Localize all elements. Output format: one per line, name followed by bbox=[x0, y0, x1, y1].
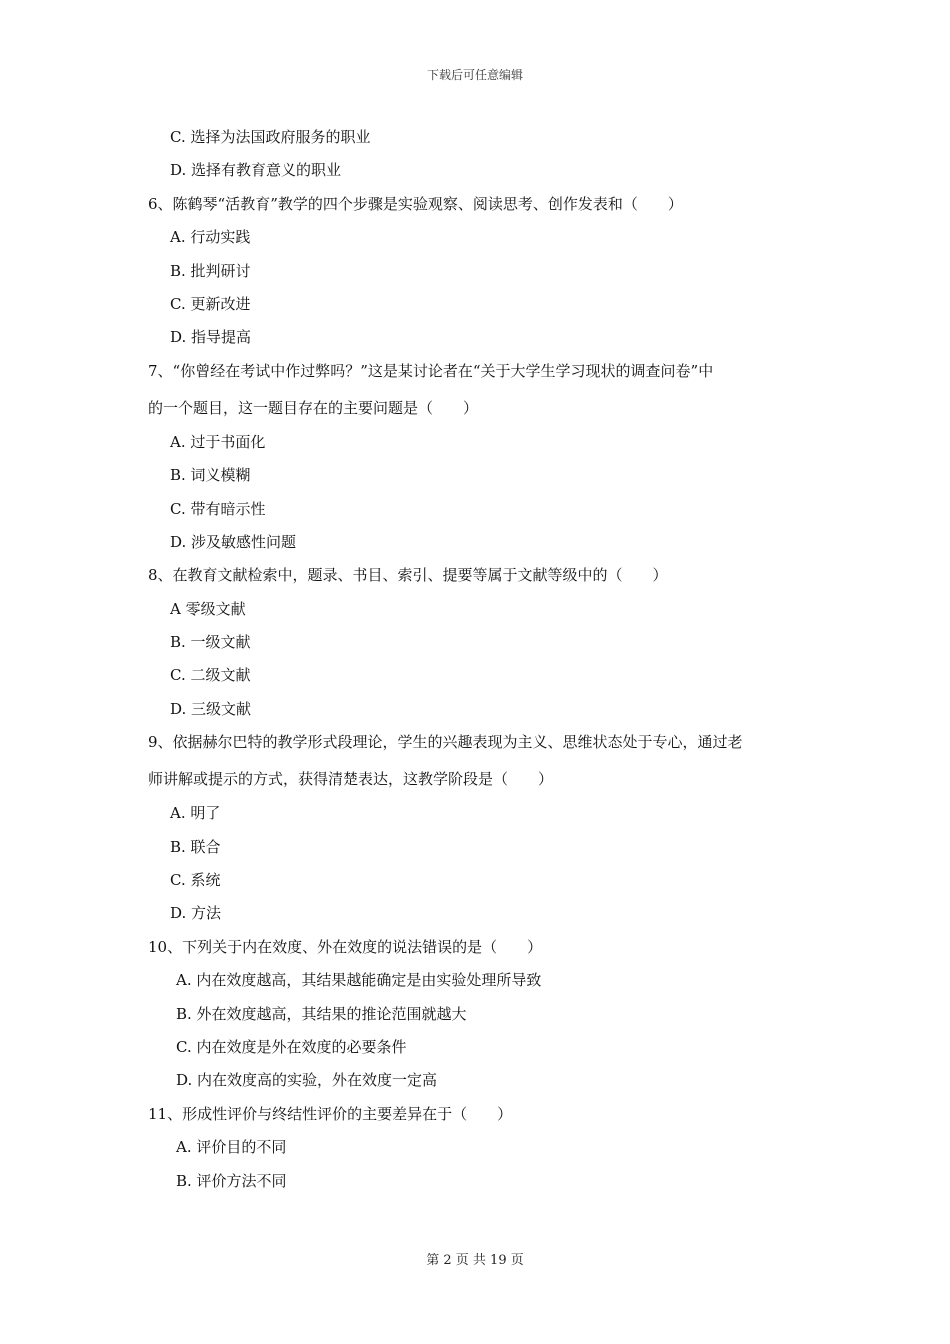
question-9-option-c: C. 系统 bbox=[170, 871, 221, 890]
question-11-option-a: A. 评价目的不同 bbox=[176, 1138, 287, 1157]
question-8-option-b: B. 一级文献 bbox=[170, 633, 251, 652]
question-6-option-c: C. 更新改进 bbox=[170, 294, 251, 313]
question-8-option-d: D. 三级文献 bbox=[170, 699, 252, 718]
question-8-option-c: C. 二级文献 bbox=[170, 666, 251, 685]
question-6-option-d: D. 指导提高 bbox=[170, 328, 252, 347]
question-10-option-d: D. 内在效度高的实验，外在效度一定高 bbox=[176, 1071, 438, 1090]
page-footer: 第 2 页 共 19 页 bbox=[426, 1253, 524, 1268]
question-9-option-d: D. 方法 bbox=[170, 904, 222, 923]
option-d-prev: D. 选择有教育意义的职业 bbox=[170, 161, 342, 180]
option-c-prev: C. 选择为法国政府服务的职业 bbox=[170, 128, 371, 146]
question-7-option-b: B. 词义模糊 bbox=[170, 466, 251, 485]
page-header: 下载后可任意编辑 bbox=[426, 68, 523, 82]
question-10-stem: 10、下列关于内在效度、外在效度的说法错误的是（ ） bbox=[148, 937, 543, 956]
question-10-option-b: B. 外在效度越高，其结果的推论范围就越大 bbox=[176, 1004, 467, 1023]
question-8-stem: 8、在教育文献检索中，题录、书目、索引、提要等属于文献等级中的（ ） bbox=[148, 566, 668, 585]
question-6-option-a: A. 行动实践 bbox=[170, 228, 251, 247]
document-body bbox=[148, 121, 818, 1198]
question-7-stem-line2: 的一个题目，这一题目存在的主要问题是（ ） bbox=[148, 398, 479, 417]
question-10-option-a: A. 内在效度越高，其结果越能确定是由实验处理所导致 bbox=[176, 971, 542, 990]
question-7-option-a: A. 过于书面化 bbox=[170, 432, 266, 451]
question-11-option-b: B. 评价方法不同 bbox=[176, 1171, 287, 1190]
question-7-option-d: D. 涉及敏感性问题 bbox=[170, 532, 297, 551]
question-9-stem-line2: 师讲解或提示的方式，获得清楚表达，这教学阶段是（ ） bbox=[148, 770, 554, 789]
question-9-stem-line1: 9、依据赫尔巴特的教学形式段理论，学生的兴趣表现为主义、思维状态处于专心，通过老 bbox=[148, 733, 743, 752]
question-8-option-a: A 零级文献 bbox=[170, 599, 246, 618]
question-7-option-c: C. 带有暗示性 bbox=[170, 499, 266, 518]
question-9-option-b: B. 联合 bbox=[170, 837, 221, 856]
question-7-stem-line1: 7、“你曾经在考试中作过弊吗？”这是某讨论者在“关于大学生学习现状的调查问卷”中 bbox=[148, 361, 714, 380]
question-10-option-c: C. 内在效度是外在效度的必要条件 bbox=[176, 1037, 407, 1056]
question-6-stem: 6、陈鹤琴“活教育”教学的四个步骤是实验观察、阅读思考、创作发表和（ ） bbox=[148, 194, 683, 213]
question-6-option-b: B. 批判研讨 bbox=[170, 261, 251, 280]
question-11-stem: 11、形成性评价与终结性评价的主要差异在于（ ） bbox=[148, 1104, 513, 1123]
question-9-option-a: A. 明了 bbox=[170, 804, 221, 823]
